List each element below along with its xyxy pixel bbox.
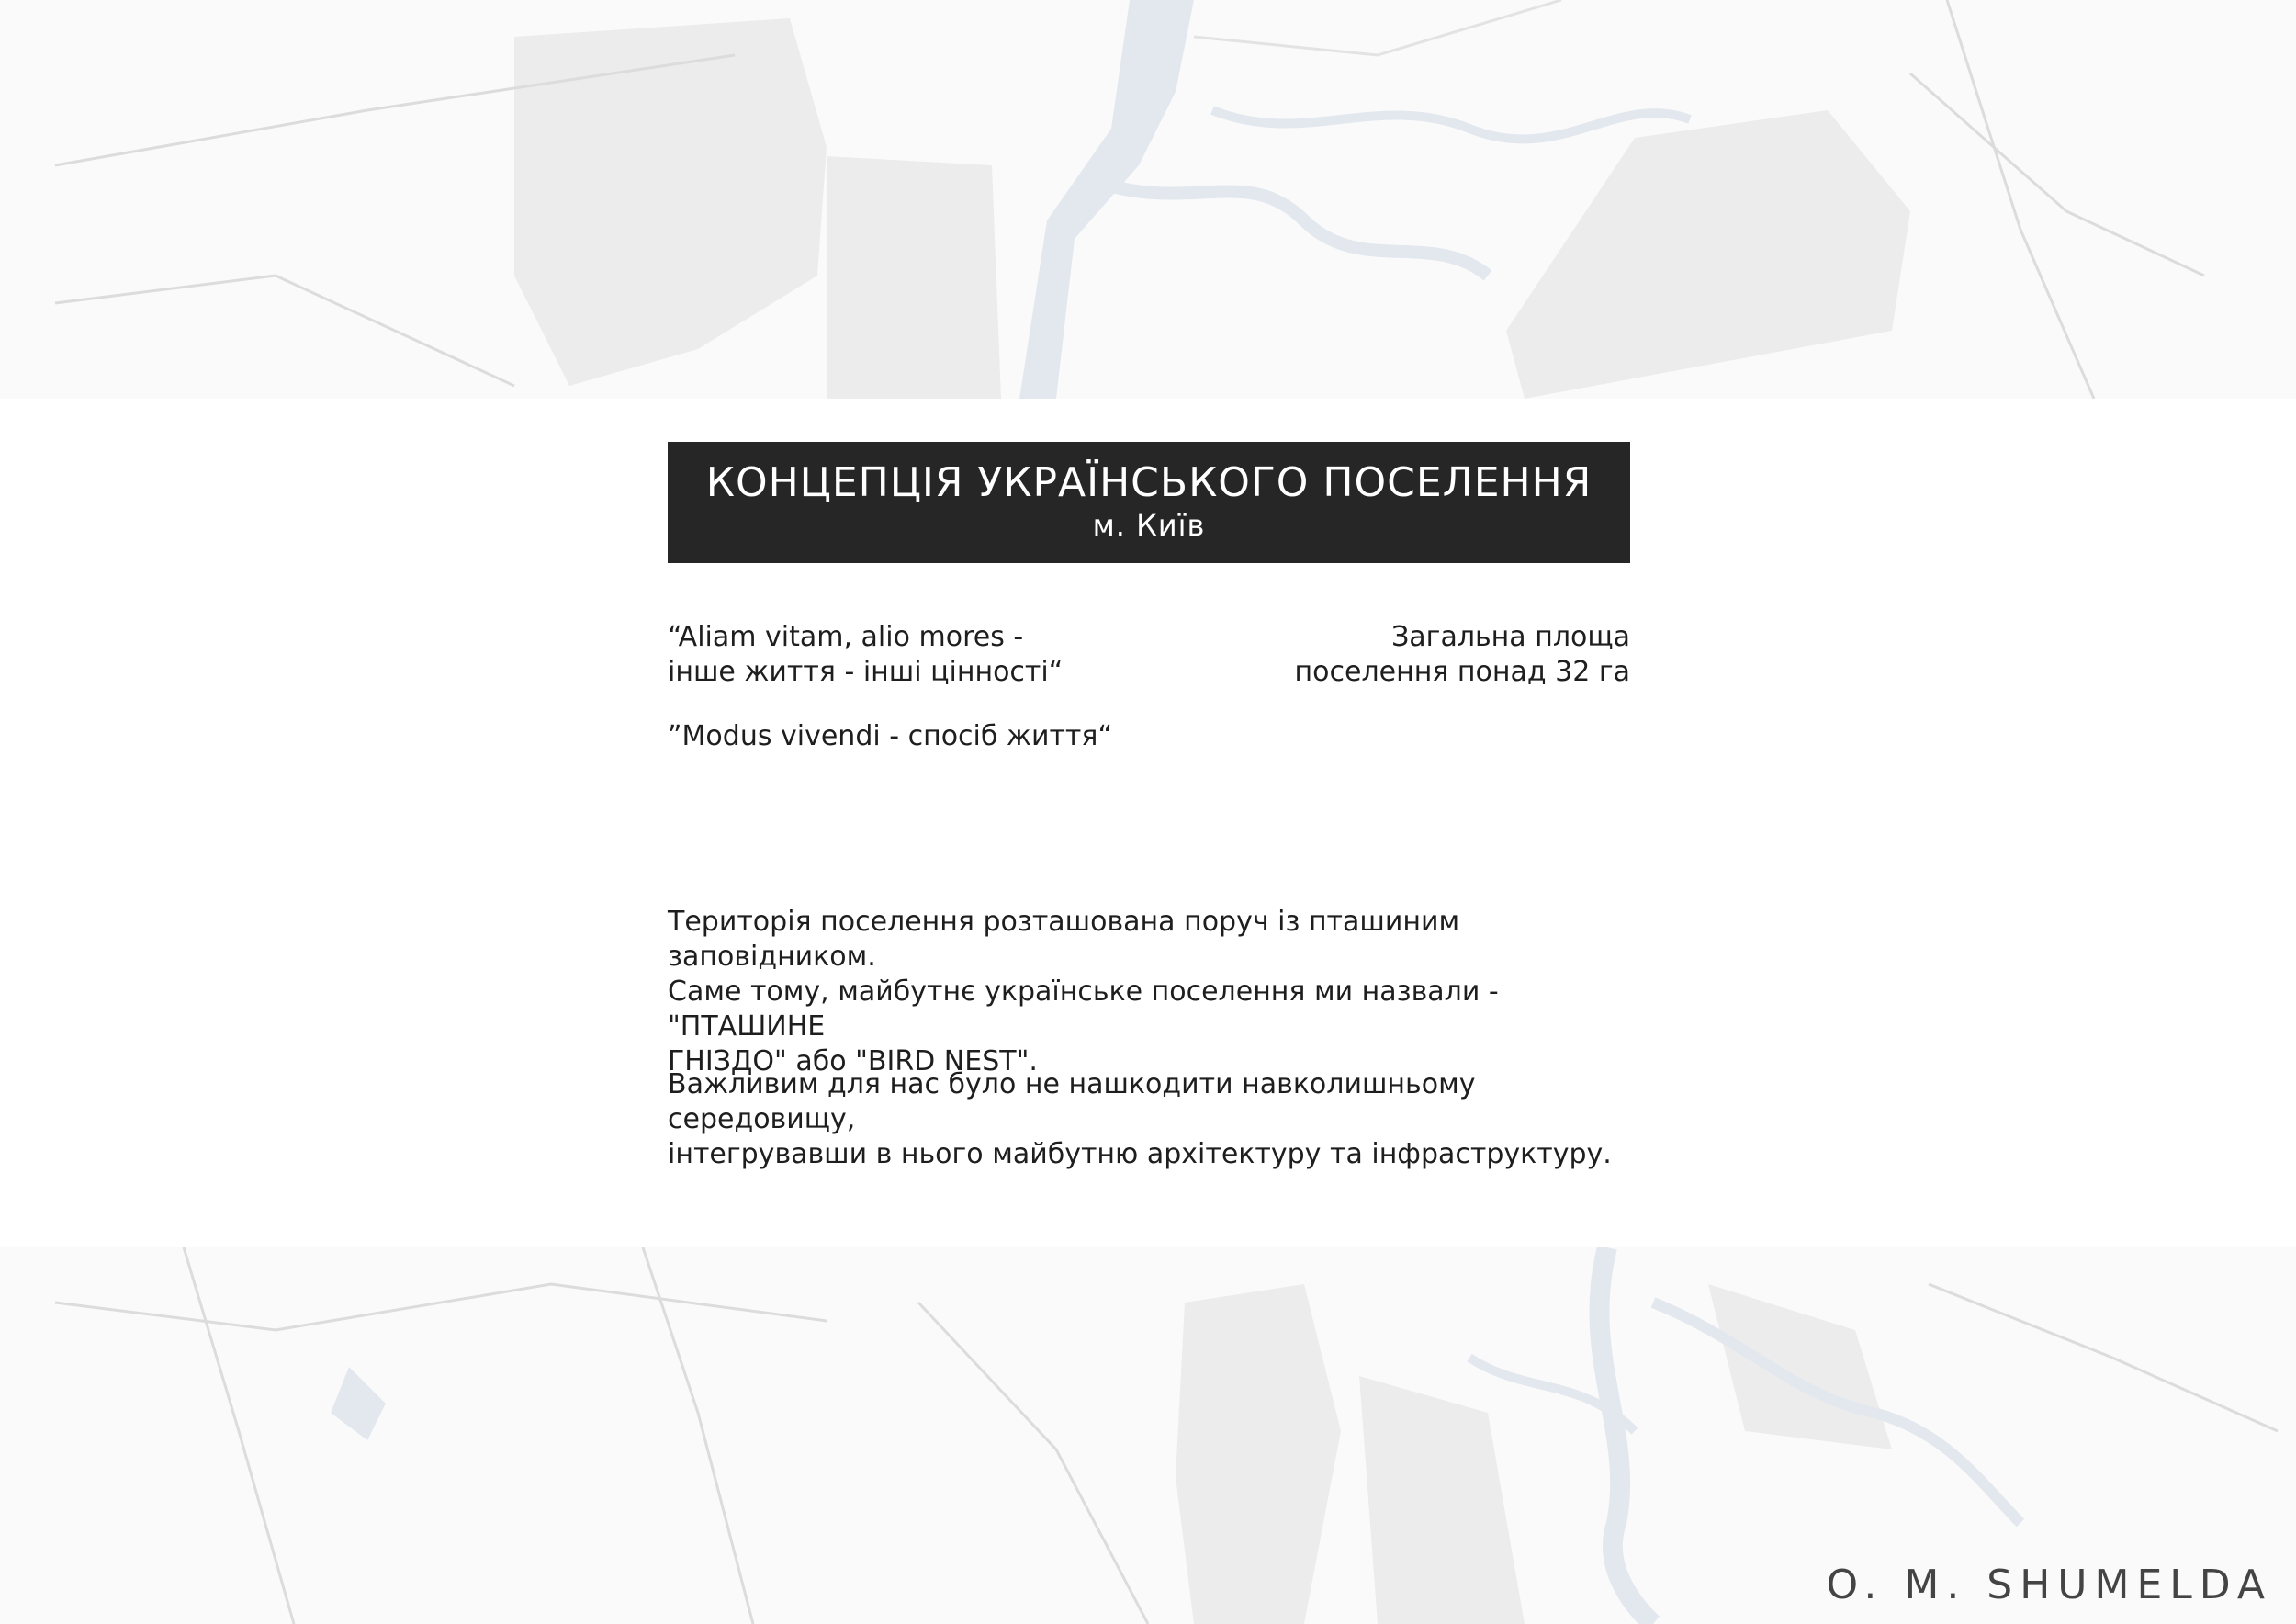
description-paragraph-2: Важливим для нас було не нашкодити навколишньому середовищу, інтегрувавши в нього майбутню архітектуру та інфраструктуру.	[668, 1068, 1612, 1170]
total-area-text: Загальна площа поселення понад 32 га	[1294, 621, 1630, 688]
map-top-graphic	[0, 0, 2296, 399]
quote-modus-vivendi: ”Modus vivendi - спосіб життя“	[668, 720, 1112, 752]
page-title: КОНЦЕПЦІЯ УКРАЇНСЬКОГО ПОСЕЛЕННЯ	[705, 459, 1593, 506]
page-subtitle: м. Київ	[1092, 508, 1206, 543]
title-banner	[668, 442, 1630, 563]
description-paragraph-1: Територія поселення розташована поруч із пташиним заповідником. Саме тому, майбутнє українське поселення ми назвали - "ПТАШИНЕ ГНІЗДО" або "BIRD NEST".	[668, 906, 1499, 1077]
author-name: O. M. SHUMELDA	[1826, 1562, 2272, 1608]
quote-aliam-vitam: “Aliam vitam, alio mores - інше життя - інші цінності“	[668, 621, 1064, 688]
map-background-top	[0, 0, 2296, 399]
